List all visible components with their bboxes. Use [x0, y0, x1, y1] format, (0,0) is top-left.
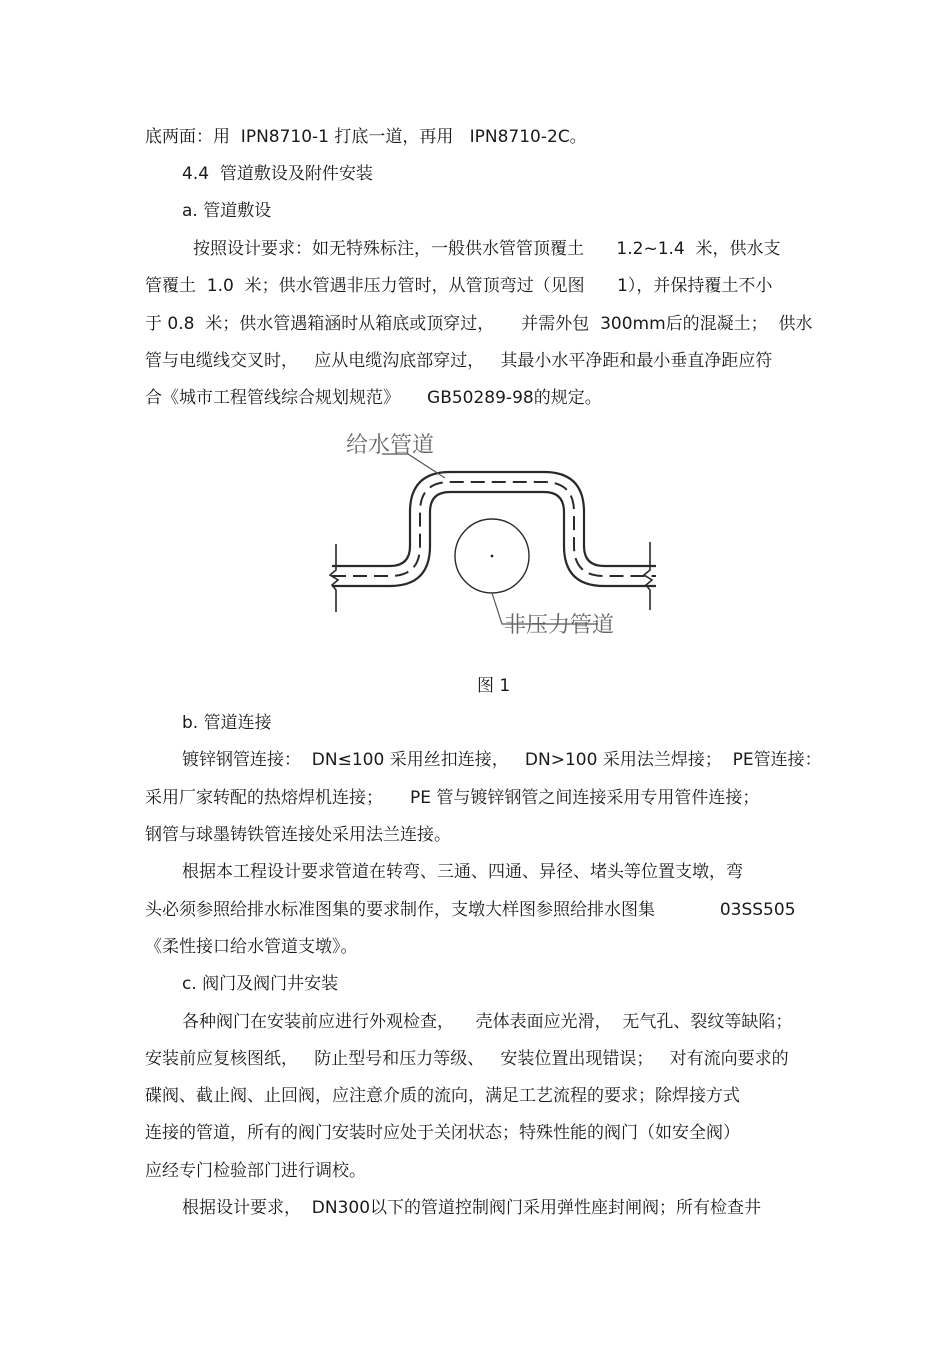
paragraph-line: 管覆土 1.0 米；供水管遇非压力管时，从管顶弯过（见图 1），并保持覆土不小: [145, 276, 773, 296]
right-break-line: [644, 542, 652, 610]
paragraph-line: 《柔性接口给水管道支墩》。: [145, 937, 358, 957]
paragraph-line: 安装前应复核图纸， 防止型号和压力等级、 安装位置出现错误； 对有流向要求的: [145, 1049, 789, 1069]
supply-pipe-label: 给水管道: [346, 433, 435, 458]
subsection-heading: a. 管道敷设: [182, 201, 272, 221]
subsection-heading: c. 阀门及阀门井安装: [182, 974, 339, 994]
paragraph-line: 合《城市工程管线综合规划规范》 GB50289-98的规定。: [145, 388, 602, 408]
paragraph-line: 各种阀门在安装前应进行外观检查， 壳体表面应光滑， 无气孔、裂纹等缺陷；: [182, 1012, 793, 1032]
pipe-center-point: [491, 555, 494, 558]
supply-pipe-inner-edge: [332, 492, 656, 586]
paragraph-line: 镀锌钢管连接： DN≤100 采用丝扣连接， DN>100 采用法兰焊接； PE管连接：: [182, 750, 822, 770]
paragraph-line: 管与电缆线交叉时， 应从电缆沟底部穿过， 其最小水平净距和最小垂直净距应符: [145, 351, 773, 371]
paragraph-line: 头必须参照给排水标准图集的要求制作，支墩大样图参照给排水图集 03SS505: [145, 900, 796, 920]
paragraph-line: 钢管与球墨铸铁管连接处采用法兰连接。: [145, 825, 451, 845]
paragraph-line: 按照设计要求：如无特殊标注，一般供水管管顶覆土 1.2~1.4 米，供水支: [193, 239, 781, 259]
pipe-crossing-diagram: [328, 420, 658, 650]
section-heading: 4.4 管道敷设及附件安装: [182, 164, 373, 184]
figure-caption: 图 1: [477, 676, 511, 696]
non-pressure-pipe-label: 非压力管道: [504, 613, 615, 638]
subsection-heading: b. 管道连接: [182, 713, 272, 733]
supply-pipe-centerline: [332, 482, 656, 576]
paragraph-line: 碟阀、截止阀、止回阀，应注意介质的流向，满足工艺流程的要求；除焊接方式: [145, 1086, 740, 1106]
left-break-line: [330, 544, 338, 612]
paragraph-line: 于 0.8 米；供水管遇箱涵时从箱底或顶穿过， 并需外包 300mm后的混凝土； 供水: [145, 314, 813, 334]
paragraph-line: 应经专门检验部门进行调校。: [145, 1161, 366, 1181]
paragraph-line: 连接的管道，所有的阀门安装时应处于关闭状态；特殊性能的阀门（如安全阀）: [145, 1123, 740, 1143]
paragraph-line: 底两面：用 IPN8710-1 打底一道，再用 IPN8710-2C。: [145, 127, 587, 147]
paragraph-line: 采用厂家转配的热熔焊机连接； PE 管与镀锌钢管之间连接采用专用管件连接；: [145, 788, 760, 808]
paragraph-line: 根据本工程设计要求管道在转弯、三通、四通、异径、堵头等位置支墩，弯: [182, 862, 743, 882]
paragraph-line: 根据设计要求， DN300以下的管道控制阀门采用弹性座封闸阀；所有检查井: [182, 1198, 762, 1218]
